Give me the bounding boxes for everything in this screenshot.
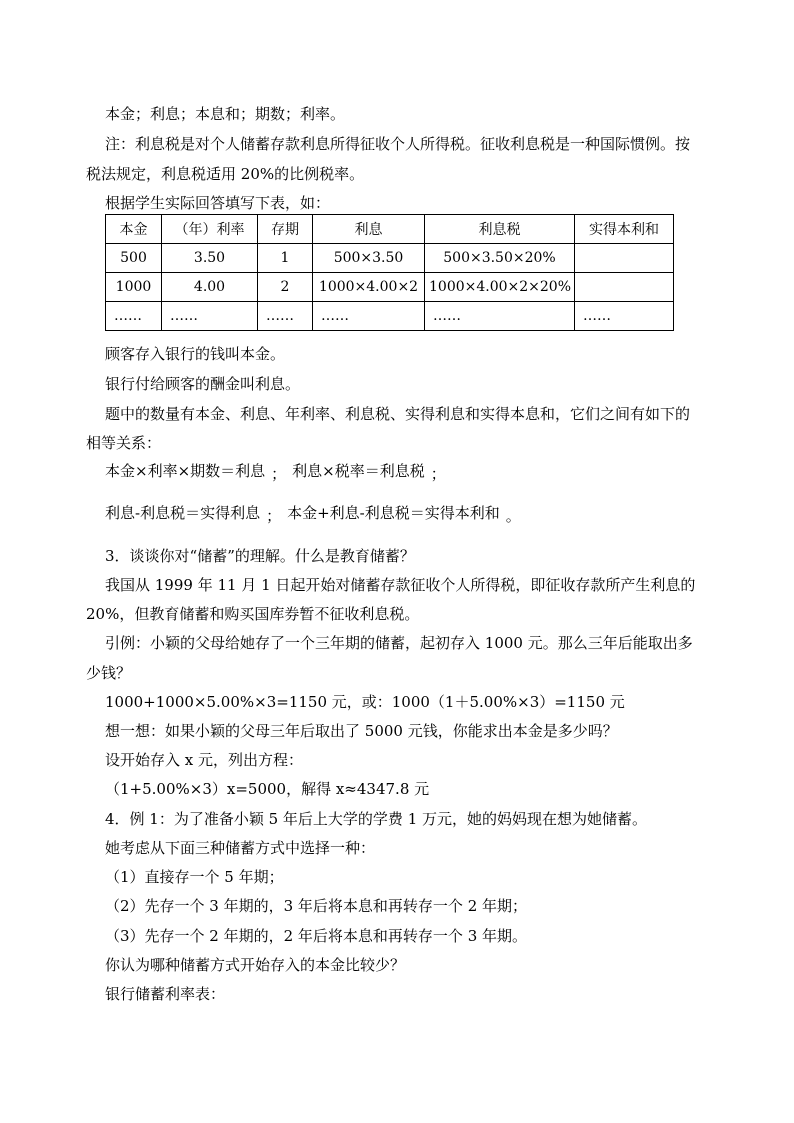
interest-table	[105, 214, 674, 331]
example-intro-line-1: 引例：小颖的父母给她存了一个三年期的储蓄，起初存入 1000 元。那么三年后能取出多	[105, 634, 693, 652]
table-header-cell: 利息	[313, 215, 425, 244]
equation-setup: 设开始存入 x 元，列出方程：	[105, 751, 303, 769]
formula-separator: ；	[430, 465, 446, 483]
formula-net-interest: 利息-利息税＝实得利息	[105, 504, 261, 522]
formula-separator: 。	[505, 507, 521, 525]
table-cell: ……	[313, 302, 425, 331]
quantities-line-1: 题中的数量有本金、利息、年利率、利息税、实得利息和实得本息和，它们之间有如下的	[105, 405, 691, 423]
tax-policy-line-2: 20%，但教育储蓄和购买国库券暂不征收利息税。	[86, 605, 420, 623]
table-cell: ……	[162, 302, 258, 331]
tax-policy-line-1: 我国从 1999 年 11 月 1 日起开始对储蓄存款征收个人所得税，即征收存款所产生利息的	[105, 576, 696, 594]
terms-line: 本金；利息；本息和；期数；利率。	[105, 105, 346, 123]
rate-table-title: 银行储蓄利率表：	[105, 985, 226, 1003]
formula-interest: 本金×利率×期数＝利息	[105, 462, 266, 480]
question-3: 3．谈谈你对“储蓄”的理解。什么是教育储蓄？	[105, 547, 415, 565]
option-1: （1）直接存一个 5 年期；	[105, 868, 284, 886]
option-2: （2）先存一个 3 年期的，3 年后将本息和再转存一个 2 年期；	[105, 897, 528, 915]
formula-separator: ；	[271, 465, 287, 483]
note-line-2: 税法规定，利息税适用 20%的比例税率。	[86, 165, 365, 183]
table-cell: 500×3.50×20%	[425, 244, 575, 273]
table-cell: 3.50	[162, 244, 258, 273]
table-cell: ……	[106, 302, 162, 331]
example-1-line-1: 4．例 1：为了准备小颖 5 年后上大学的学费 1 万元，她的妈妈现在想为她储蓄。	[105, 810, 648, 828]
table-cell	[575, 273, 674, 302]
table-cell: 2	[258, 273, 313, 302]
table-cell: 1	[258, 244, 313, 273]
quantities-line-2: 相等关系：	[86, 434, 162, 452]
equation-solution: （1+5.00%×3）x=5000，解得 x≈4347.8 元	[105, 780, 430, 798]
note-line-1: 注：利息税是对个人储蓄存款利息所得征收个人所得税。征收利息税是一种国际惯例。按	[105, 135, 691, 153]
table-cell: ……	[575, 302, 674, 331]
interest-definition: 银行付给顾客的酬金叫利息。	[105, 375, 301, 393]
table-cell: 1000×4.00×2×20%	[425, 273, 575, 302]
option-3: （3）先存一个 2 年期的，2 年后将本息和再转存一个 3 年期。	[105, 927, 528, 945]
table-header-cell: 实得本利和	[575, 215, 674, 244]
table-cell	[575, 244, 674, 273]
table-cell: 500	[106, 244, 162, 273]
table-header-cell: 存期	[258, 215, 313, 244]
example-calculation: 1000+1000×5.00%×3=1150 元，或：1000（1＋5.00%×3）=1150 元	[105, 693, 625, 711]
table-intro: 根据学生实际回答填写下表，如：	[105, 194, 331, 212]
table-header-cell: 利息税	[425, 215, 575, 244]
table-cell: 1000	[106, 273, 162, 302]
table-row	[106, 302, 674, 331]
table-header-cell: （年）利率	[162, 215, 258, 244]
formula-interest-tax: 利息×税率＝利息税	[292, 462, 425, 480]
table-header-cell: 本金	[106, 215, 162, 244]
table-header-row	[106, 215, 674, 244]
table-row	[106, 244, 674, 273]
comparison-question: 你认为哪种储蓄方式开始存入的本金比较少？	[105, 956, 406, 974]
formula-net-total: 本金+利息-利息税＝实得本利和	[287, 504, 500, 522]
formula-line-1	[105, 460, 452, 482]
table-cell: 4.00	[162, 273, 258, 302]
table-cell: 500×3.50	[313, 244, 425, 273]
example-intro-line-2: 少钱？	[86, 664, 132, 682]
table-row	[106, 273, 674, 302]
principal-definition: 顾客存入银行的钱叫本金。	[105, 345, 286, 363]
table-cell: 1000×4.00×2	[313, 273, 425, 302]
formula-separator: ；	[266, 507, 282, 525]
formula-line-2	[105, 502, 527, 524]
table-cell: ……	[425, 302, 575, 331]
think-question: 想一想：如果小颖的父母三年后取出了 5000 元钱，你能求出本金是多少吗？	[105, 722, 618, 740]
table-cell: ……	[258, 302, 313, 331]
example-1-line-2: 她考虑从下面三种储蓄方式中选择一种：	[105, 839, 376, 857]
